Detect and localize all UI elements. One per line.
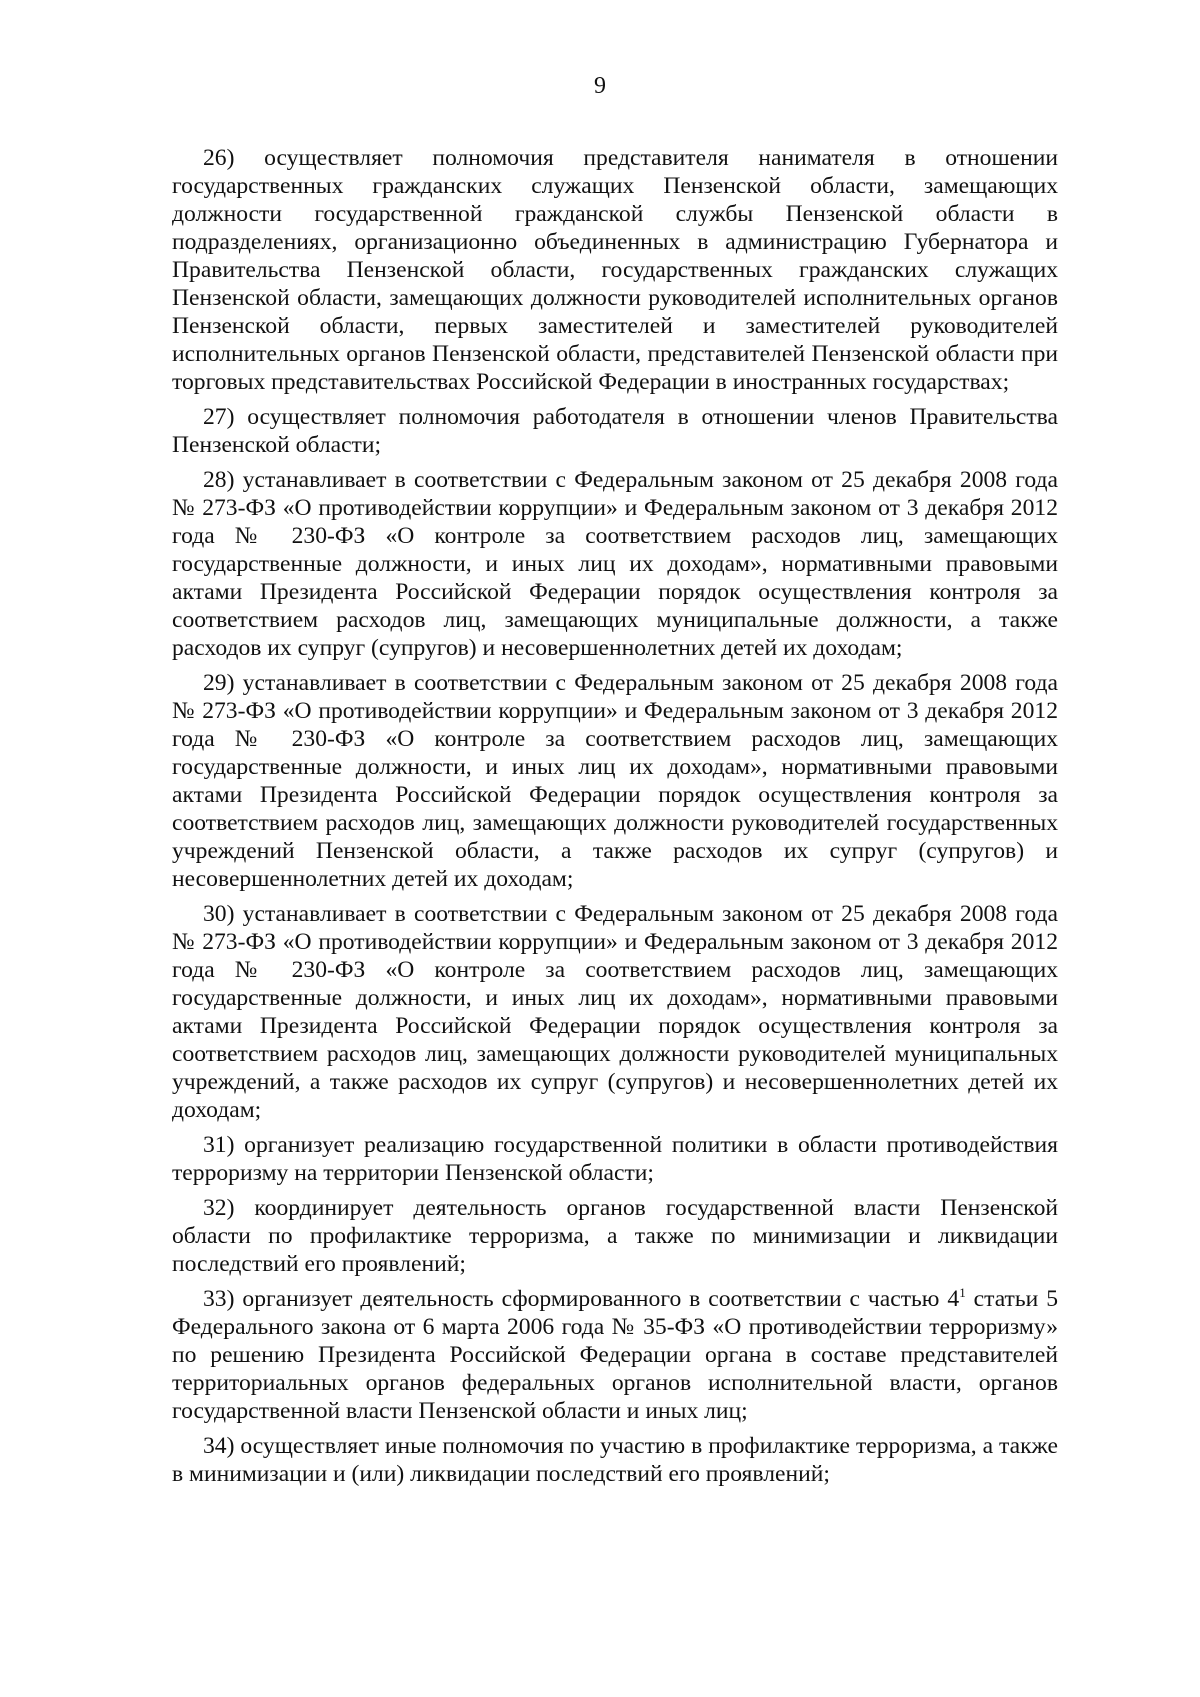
paragraph-29: 29) устанавливает в соответствии с Федеральным законом от 25 декабря 2008 года № 273-ФЗ «О противодействии коррупции» и Федеральным законом от 3 декабря 2012 года № 230-ФЗ «О контроле за соответствием расходов лиц, замещающих государственные должности, и иных лиц их доходам», нормативными правовыми актами Президента Российской Федерации порядок осуществления контроля за соответствием расходов лиц, замещающих должности руководителей государственных учреждений Пензенской области, а также расходов их супруг (супругов) и несовершеннолетних детей их доходам; <box>172 670 1058 892</box>
document-body <box>172 144 1058 1488</box>
paragraph-33 <box>172 1285 1058 1425</box>
page-number: 9 <box>594 73 606 99</box>
paragraph-28: 28) устанавливает в соответствии с Федеральным законом от 25 декабря 2008 года № 273-ФЗ «О противодействии коррупции» и Федеральным законом от 3 декабря 2012 года № 230-ФЗ «О контроле за соответствием расходов лиц, замещающих государственные должности, и иных лиц их доходам», нормативными правовыми актами Президента Российской Федерации порядок осуществления контроля за соответствием расходов лиц, замещающих муниципальные должности, а также расходов их супруг (супругов) и несовершеннолетних детей их доходам; <box>172 467 1058 661</box>
paragraph-32: 32) координирует деятельность органов государственной власти Пензенской области по профилактике терроризма, а также по минимизации и ликвидации последствий его проявлений; <box>172 1195 1058 1277</box>
paragraph-33-text-end: статьи 5 Федерального закона от 6 марта 2006 года № 35-ФЗ «О противодействии терроризму» по решению Президента Российской Федерации органа в составе представителей территориальных органов федеральных органов исполнительной власти, органов государственной власти Пензенской области и иных лиц; <box>172 1286 1058 1424</box>
paragraph-34: 34) осуществляет иные полномочия по участию в профилактике терроризма, а также в минимизации и (или) ликвидации последствий его проявлений; <box>172 1433 1058 1487</box>
paragraph-33-text-start: 33) организует деятельность сформированного в соответствии с частью 4 <box>203 1286 960 1312</box>
superscript-1: 1 <box>959 1285 966 1300</box>
paragraph-26: 26) осуществляет полномочия представителя нанимателя в отношении государственных гражданских служащих Пензенской области, замещающих должности государственной гражданской службы Пензенской области в подразделениях, организационно объединенных в администрацию Губернатора и Правительства Пензенской области, государственных гражданских служащих Пензенской области, замещающих должности руководителей исполнительных органов Пензенской области, первых заместителей и заместителей руководителей исполнительных органов Пензенской области, представителей Пензенской области при торговых представительствах Российской Федерации в иностранных государствах; <box>172 145 1058 395</box>
paragraph-30: 30) устанавливает в соответствии с Федеральным законом от 25 декабря 2008 года № 273-ФЗ «О противодействии коррупции» и Федеральным законом от 3 декабря 2012 года № 230-ФЗ «О контроле за соответствием расходов лиц, замещающих государственные должности, и иных лиц их доходам», нормативными правовыми актами Президента Российской Федерации порядок осуществления контроля за соответствием расходов лиц, замещающих должности руководителей муниципальных учреждений, а также расходов их супруг (супругов) и несовершеннолетних детей их доходам; <box>172 901 1058 1123</box>
paragraph-31: 31) организует реализацию государственной политики в области противодействия терроризму на территории Пензенской области; <box>172 1132 1058 1186</box>
paragraph-27: 27) осуществляет полномочия работодателя в отношении членов Правительства Пензенской области; <box>172 404 1058 458</box>
